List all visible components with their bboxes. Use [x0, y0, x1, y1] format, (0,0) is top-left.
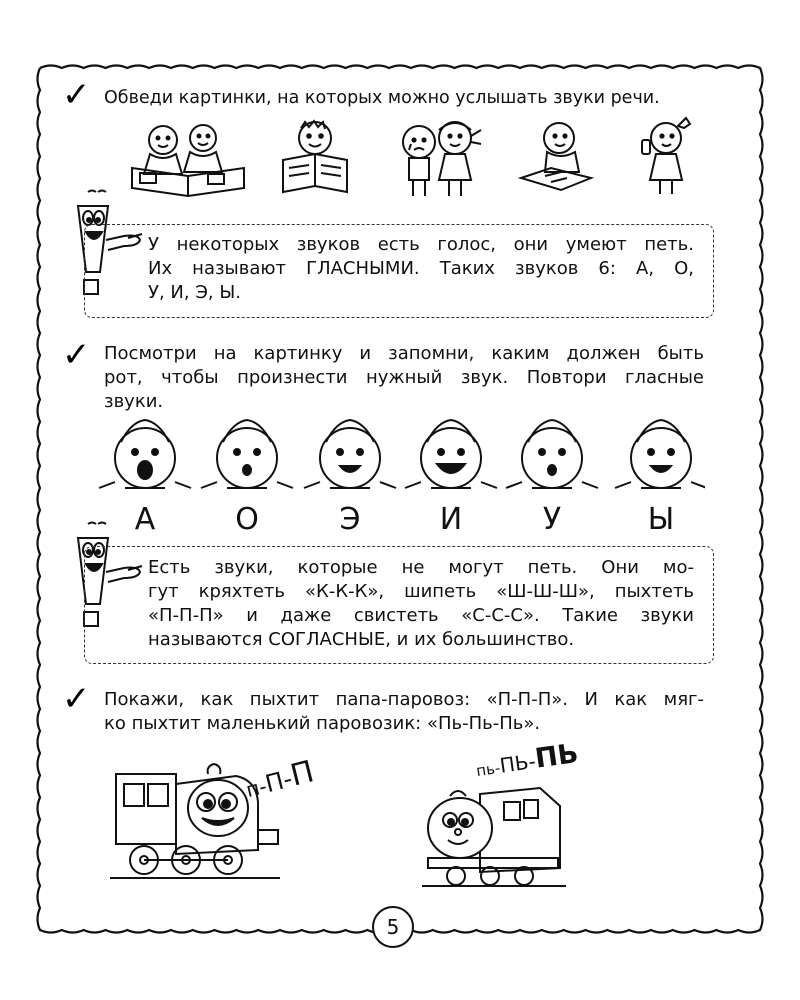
sound-syllable: ПЬ- — [498, 748, 538, 778]
page-number: 5 — [372, 906, 414, 948]
task2-instruction — [104, 342, 704, 414]
note-consonants-text — [148, 556, 694, 652]
note-line: называются СОГЛАСНЫЕ, и их большинство. — [148, 629, 575, 650]
note-line: «П-П-П» и даже свистеть «С-С-С». Такие звуки — [148, 605, 694, 626]
task1-instruction: Обведи картинки, на которых можно услышать звуки речи. — [104, 88, 660, 108]
boy-with-book-picture — [275, 118, 355, 198]
vowel-letter: У — [542, 502, 562, 537]
girl-with-phone-picture — [628, 114, 698, 198]
faces-row-picture — [95, 418, 705, 508]
note-line: Есть звуки, которые не могут петь. Они мо- — [148, 557, 694, 578]
sound-syllable: П — [287, 754, 318, 794]
vowel-letter: И — [439, 502, 463, 537]
sound-syllable: П- — [262, 764, 296, 799]
checkmark-icon: ✓ — [62, 679, 91, 719]
boy-writing-picture — [515, 118, 595, 198]
note-vowels-text — [148, 233, 694, 305]
sound-syllable: пь- — [475, 758, 502, 781]
children-reading-book-picture — [128, 118, 248, 198]
note-line: гут кряхтеть «К-К-К», шипеть «Ш-Ш-Ш», пыхтеть — [148, 581, 694, 602]
vowel-letter: Ы — [647, 502, 675, 537]
vowel-letter: Э — [339, 502, 361, 537]
sound-syllable: ПЬ — [533, 737, 581, 775]
instruction-line: Покажи, как пыхтит папа-паровоз: «П-П-П». И как мяг- — [104, 689, 704, 710]
small-locomotive-picture — [420, 782, 570, 892]
note-line: У, И, Э, Ы. — [148, 282, 241, 303]
instruction-line: ко пыхтит маленький паровозик: «Пь-Пь-Пь». — [104, 713, 541, 734]
sound-syllable: п- — [243, 773, 269, 803]
vowel-letter: А — [134, 502, 156, 537]
instruction-line: рот, чтобы произнести нужный звук. Повтори гласные — [104, 367, 704, 388]
checkmark-icon: ✓ — [62, 335, 91, 375]
note-line: У некоторых звуков есть голос, они умеют петь. — [148, 234, 694, 255]
note-line: Их называют ГЛАСНЫМИ. Таких звуков 6: А, О, — [148, 258, 694, 279]
crying-boy-and-girl-picture — [385, 112, 495, 202]
task3-instruction — [104, 688, 704, 736]
instruction-line: звуки. — [104, 391, 164, 412]
checkmark-icon: ✓ — [62, 75, 91, 115]
instruction-line: Посмотри на картинку и запомни, каким должен быть — [104, 343, 704, 364]
vowel-letter: О — [235, 502, 259, 537]
